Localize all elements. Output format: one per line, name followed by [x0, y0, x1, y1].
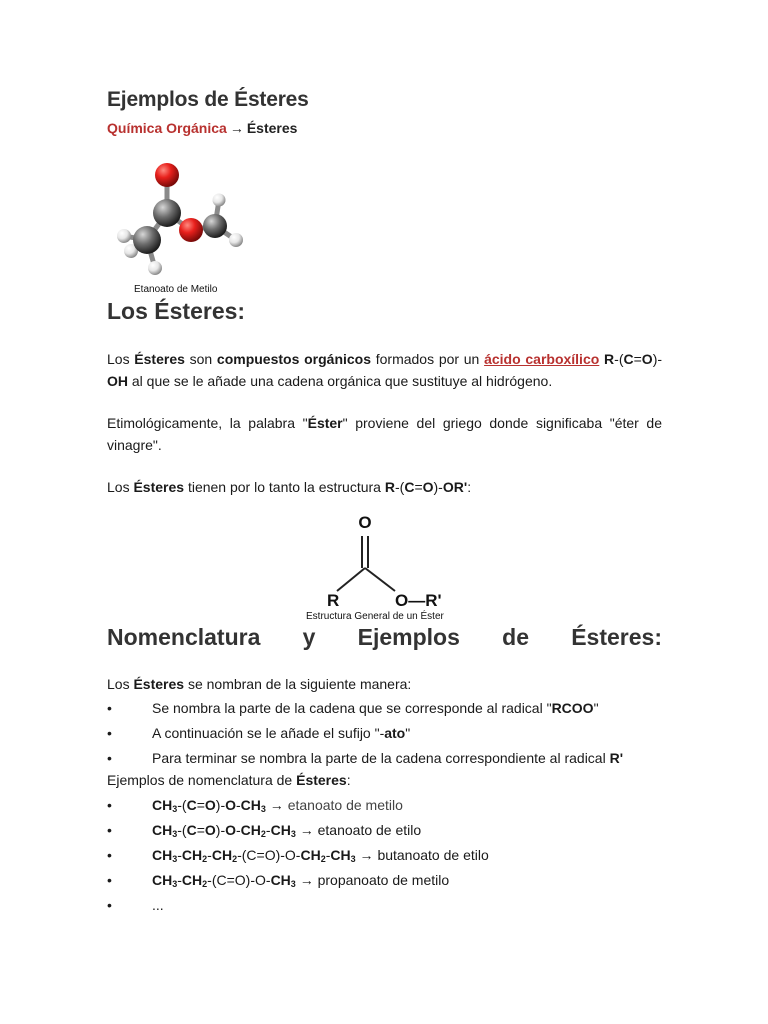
- breadcrumb-link-quimica-organica[interactable]: Química Orgánica: [107, 120, 227, 136]
- list-item: • A continuación se le añade el sufijo "-ato": [107, 723, 662, 748]
- paragraph-etymology: Etimológicamente, la palabra "Éster" proviene del griego donde significaba "éter de vinagre".: [107, 415, 663, 453]
- section-heading-nomenclatura: Nomenclatura y Ejemplos de Ésteres:: [107, 624, 662, 650]
- list-item: • Para terminar se nombra la parte de la cadena correspondiente al radical R': [107, 748, 662, 773]
- page-title: Ejemplos de Ésteres: [107, 88, 309, 111]
- paragraph-structure: Los Ésteres tienen por lo tanto la estructura R-(C=O)-OR':: [107, 479, 472, 495]
- list-item: • $CH_3-CH_2-(C=O)-O-CH_3$ → propanoato de metilo: [107, 870, 662, 895]
- nomenclature-intro: Los Ésteres se nombran de la siguiente manera:: [107, 676, 412, 692]
- figure-caption-molecule: Etanoato de Metilo: [134, 284, 218, 295]
- link-acido-carboxilico[interactable]: ácido carboxílico: [484, 351, 600, 367]
- figure-caption-structure: Estructura General de un Éster: [306, 611, 444, 622]
- examples-intro: Ejemplos de nomenclatura de Ésteres:: [107, 772, 351, 788]
- molecule-ball-stick-image: [107, 158, 257, 286]
- structure-label-or: O—R': [395, 591, 442, 610]
- list-item: • ...: [107, 895, 662, 920]
- naming-rules-list: [107, 698, 662, 773]
- structure-label-o: O: [358, 513, 372, 532]
- breadcrumb: [107, 120, 297, 136]
- breadcrumb-arrow-icon: →: [229, 120, 244, 136]
- list-item: • $CH_3-CH_2-CH_2-(C=O)-O-CH_2-CH_3$ → butanoato de etilo: [107, 845, 662, 870]
- list-item: • $CH_3-(C=O)-O-CH_3$ → etanoato de metilo: [107, 795, 662, 820]
- examples-list: [107, 795, 662, 920]
- structure-label-r: R: [327, 591, 340, 610]
- list-item: • Se nombra la parte de la cadena que se corresponde al radical "RCOO": [107, 698, 662, 723]
- breadcrumb-current: Ésteres: [246, 120, 298, 136]
- section-heading-los-esteres: Los Ésteres:: [107, 298, 246, 324]
- ester-structure-diagram: [315, 508, 465, 614]
- paragraph-definition: Los Ésteres son compuestos orgánicos formados por un ácido carboxílico R-(C=O)-OH al que se le añade una cadena orgánica que sustituye al hidrógeno.: [107, 351, 663, 389]
- list-item: • $CH_3-(C=O)-O-CH_2-CH_3$ → etanoato de etilo: [107, 820, 662, 845]
